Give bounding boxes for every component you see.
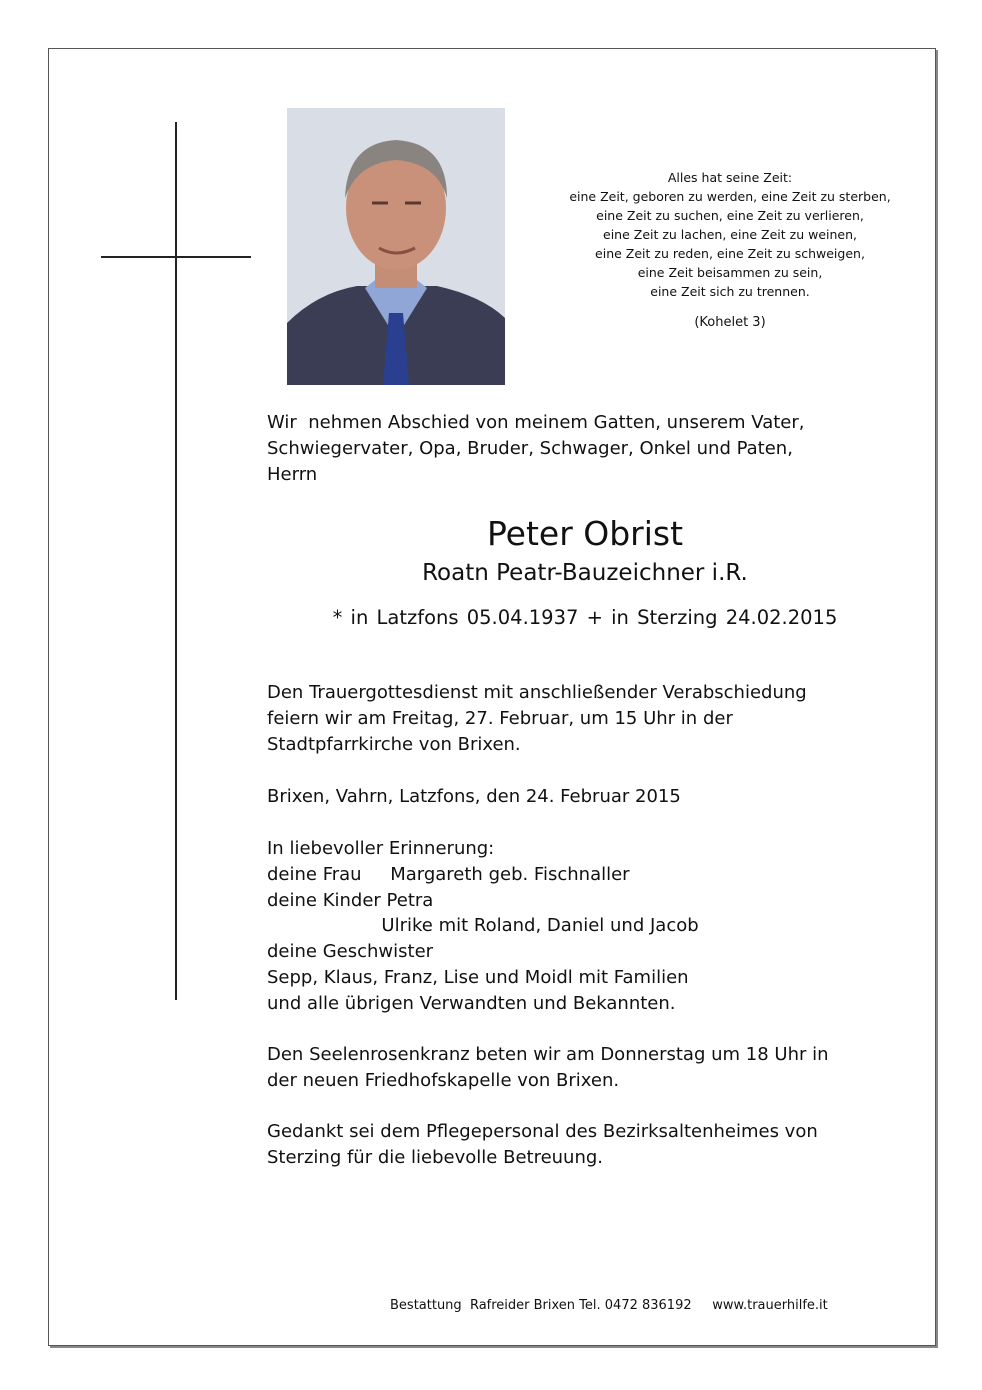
deceased-title: Roatn Peatr-Bauzeichner i.R.: [422, 560, 748, 586]
rosary-text: Den Seelenrosenkranz beten wir am Donnerstag um 18 Uhr in der neuen Friedhofskapelle von Brixen.: [267, 1044, 829, 1091]
quote-line: eine Zeit zu reden, eine Zeit zu schweigen,: [595, 246, 865, 261]
cross-icon-bar: [101, 256, 251, 258]
quote-line: eine Zeit, geboren zu werden, eine Zeit zu sterben,: [569, 189, 891, 204]
bible-quote: [545, 168, 915, 332]
thanks-text: Gedankt sei dem Pflegepersonal des Bezirksaltenheimes von Sterzing für die liebevolle Betreuung.: [267, 1121, 818, 1168]
deceased-name: Peter Obrist: [486, 514, 684, 553]
quote-line: eine Zeit beisammen zu sein,: [637, 265, 823, 280]
place-date: Brixen, Vahrn, Latzfons, den 24. Februar 2015: [267, 786, 681, 807]
quote-source: (Kohelet 3): [694, 315, 766, 330]
footer-funeral-home: Bestattung Rafreider Brixen Tel. 0472 836192 www.trauerhilfe.it: [390, 1298, 828, 1313]
service-text: Den Trauergottesdienst mit anschließender Verabschiedung feiern wir am Freitag, 27. Februar, um 15 Uhr in der Stadtpfarrkirche von Brixen.: [267, 682, 807, 755]
quote-line: eine Zeit zu suchen, eine Zeit zu verlieren,: [596, 208, 864, 223]
intro-text: Wir nehmen Abschied von meinem Gatten, unserem Vater, Schwiegervater, Opa, Bruder, Schwager, Onkel und Paten, Herrn: [267, 412, 805, 485]
mourners-list: In liebevoller Erinnerung: deine Frau Margareth geb. Fischnaller deine Kinder Petra Ulrike mit Roland, Daniel und Jacob deine Geschwister Sepp, Klaus, Franz, Lise und Moidl mit Familien und alle übrigen Verwandten und Bekannten.: [267, 838, 699, 1014]
cross-icon: [175, 122, 177, 1000]
life-dates: * in Latzfons 05.04.1937 + in Sterzing 24.02.2015: [332, 606, 838, 629]
quote-line: eine Zeit zu lachen, eine Zeit zu weinen,: [603, 227, 857, 242]
quote-line: Alles hat seine Zeit:: [667, 170, 793, 185]
portrait-photo: [287, 108, 505, 385]
quote-line: eine Zeit sich zu trennen.: [650, 284, 810, 299]
